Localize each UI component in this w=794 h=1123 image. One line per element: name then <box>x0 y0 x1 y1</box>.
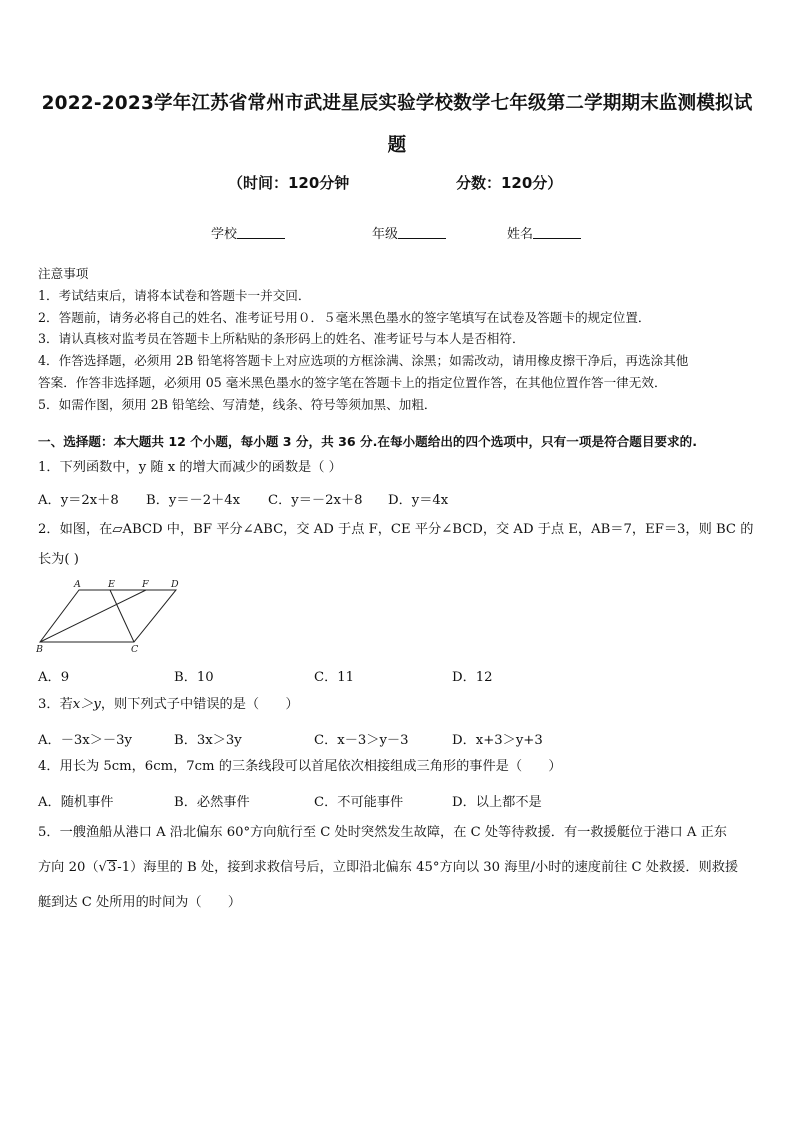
q3-stem-pre: 3．若 <box>38 697 73 712</box>
q2-stem-line2: 长为( ) <box>38 552 79 567</box>
notes-block <box>38 263 758 416</box>
grade-field[interactable] <box>372 223 446 242</box>
name-field[interactable] <box>507 223 581 242</box>
q5-line2 <box>38 850 758 885</box>
q5-line2-post: -1）海里的 B 处，接到求救信号后，立即沿北偏东 45°方向以 30 海里/小时的速度前往 C 处救援．则救援 <box>117 860 739 875</box>
name-label: 姓名 <box>507 227 534 242</box>
label-e: E <box>108 579 115 590</box>
q4-option-b[interactable]: B．必然事件 <box>174 795 250 810</box>
label-c: C <box>131 644 139 654</box>
exam-title-line1: 2022-2023学年江苏省常州市武进星辰实验学校数学七年级第二学期期末监测模拟试 <box>41 93 753 114</box>
q1-option-d[interactable]: D．y＝4x <box>388 493 449 508</box>
parallelogram-figure <box>36 578 196 654</box>
q3-option-b[interactable]: B．3x＞3y <box>174 733 242 748</box>
q2-option-d[interactable]: D．12 <box>452 670 493 685</box>
question-4-stem: 4．用长为 5cm，6cm，7cm 的三条线段可以首尾依次相接组成三角形的事件是（ ） <box>38 759 562 774</box>
q2-option-c[interactable]: C．11 <box>314 670 355 685</box>
q2-option-b[interactable]: B．10 <box>174 670 214 685</box>
school-blank[interactable] <box>237 226 285 239</box>
label-f: F <box>142 579 149 590</box>
q2-option-a[interactable]: A．9 <box>38 670 70 685</box>
note-item: 2．答题前，请务必将自己的姓名、准考证号用０．５毫米黑色墨水的签字笔填写在试卷及答题卡的规定位置． <box>38 309 651 325</box>
exam-time: （时间：120分钟 <box>228 174 350 192</box>
note-item: 答案．作答非选择题，必须用 05 毫米黑色墨水的签字笔在答题卡上的指定位置作答，在其他位置作答一律无效． <box>38 374 667 390</box>
q2-stem-line1: 2．如图，在▱ABCD 中，BF 平分∠ABC，交 AD 于点 F，CE 平分∠BCD，交 AD 于点 E，AB＝7，EF＝3，则 BC 的 <box>38 522 754 537</box>
q5-line3: 艇到达 C 处所用的时间为（ ） <box>38 895 242 910</box>
label-a: A <box>74 579 81 590</box>
question-3-stem <box>38 690 758 720</box>
question-5-stem <box>38 815 758 920</box>
grade-blank[interactable] <box>398 226 446 239</box>
exam-title-line2: 题 <box>387 135 407 156</box>
note-item: 5．如需作图，须用 2B 铅笔绘、写清楚，线条、符号等须加黑、加粗． <box>38 396 437 412</box>
question-2-stem <box>38 515 758 575</box>
label-d: D <box>171 579 179 590</box>
q5-line1: 5．一艘渔船从港口 A 沿北偏东 60°方向航行至 C 处时突然发生故障，在 C 处等待救援．有一救援艇位于港口 A 正东 <box>38 825 727 840</box>
note-item: 4．作答选择题，必须用 2B 铅笔将答题卡上对应选项的方框涂满、涂黑；如需改动，请用橡皮擦干净后，再选涂其他 <box>38 353 689 369</box>
q1-option-a[interactable]: A．y＝2x＋8 <box>38 493 119 508</box>
q4-option-c[interactable]: C．不可能事件 <box>314 795 404 810</box>
question-1-stem: 1．下列函数中，y 随 x 的增大而减少的函数是（ ） <box>38 460 342 475</box>
section-heading: 一、选择题：本大题共 12 个小题，每小题 3 分，共 36 分.在每小题给出的四个选项中，只有一项是符合题目要求的. <box>38 434 698 449</box>
q3-option-d[interactable]: D．x+3＞y+3 <box>452 733 543 748</box>
q1-option-c[interactable]: C．y＝－2x＋8 <box>268 493 363 508</box>
q5-sqrt-value: 3 <box>107 860 117 875</box>
name-blank[interactable] <box>533 226 581 239</box>
note-item: 1．考试结束后，请将本试卷和答题卡一并交回． <box>38 287 311 303</box>
parallelogram-abcd <box>40 590 176 642</box>
q4-option-a[interactable]: A．随机事件 <box>38 795 114 810</box>
q5-line2-pre: 方向 20（ <box>38 860 99 875</box>
note-item: 3．请认真核对监考员在答题卡上所粘贴的条形码上的姓名、准考证号与本人是否相符． <box>38 331 525 347</box>
q1-option-b[interactable]: B．y＝－2＋4x <box>146 493 241 508</box>
school-field[interactable] <box>211 223 285 242</box>
school-label: 学校 <box>211 227 238 242</box>
q3-option-a[interactable]: A．－3x＞－3y <box>38 733 132 748</box>
q3-option-c[interactable]: C．x－3＞y－3 <box>314 733 409 748</box>
q3-stem-post: ，则下列式子中错误的是（ ） <box>100 697 299 712</box>
q4-option-d[interactable]: D．以上都不是 <box>452 795 542 810</box>
exam-score: 分数：120分） <box>456 174 563 192</box>
notes-heading: 注意事项 <box>38 266 89 281</box>
label-b: B <box>36 644 43 654</box>
sqrt-radical-icon: √ <box>98 860 107 875</box>
q3-stem-expr: x＞y <box>72 697 101 712</box>
grade-label: 年级 <box>372 227 399 242</box>
